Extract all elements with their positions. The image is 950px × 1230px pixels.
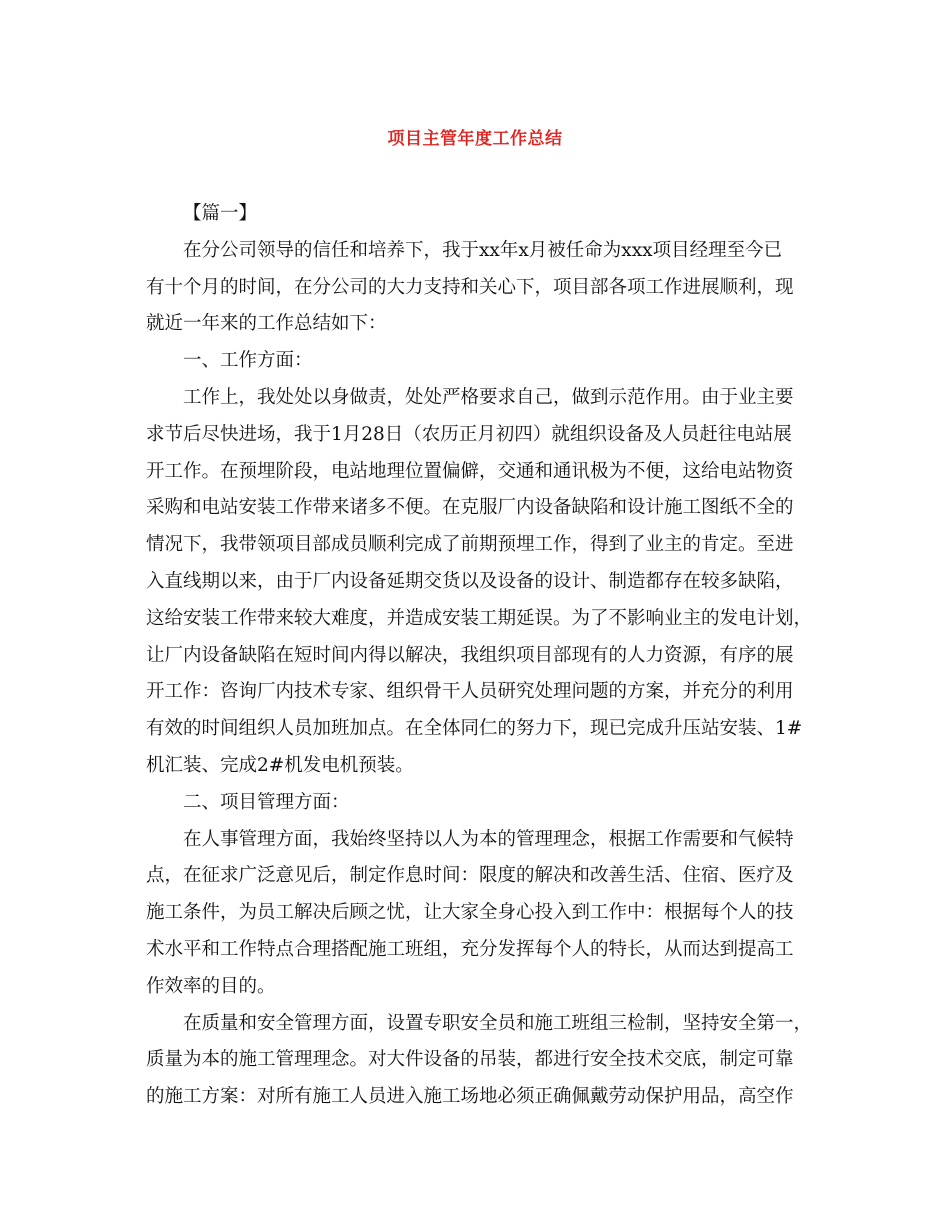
paragraph-line: 的施工方案：对所有施工人员进入施工场地必须正确佩戴劳动保护用品，高空作 <box>146 1086 794 1108</box>
paragraph-line: 施工条件，为员工解决后顾之忧，让大家全身心投入到工作中：根据每个人的技 <box>146 902 794 924</box>
paragraph-line: 机汇装、完成2#机发电机预装。 <box>146 754 414 776</box>
paragraph-line: 在人事管理方面，我始终坚持以人为本的管理理念，根据工作需要和气候特 <box>183 828 794 850</box>
paragraph-line: 术水平和工作特点合理搭配施工班组，充分发挥每个人的特长，从而达到提高工 <box>146 938 794 960</box>
paragraph-line: 在分公司领导的信任和培养下，我于xx年x月被任命为xxx项目经理至今已 <box>183 239 783 261</box>
paragraph-line: 情况下，我带领项目部成员顺利完成了前期预埋工作，得到了业主的肯定。至进 <box>146 534 794 556</box>
paragraph-line: 有效的时间组织人员加班加点。在全体同仁的努力下，现已完成升压站安装、1# <box>146 718 803 740</box>
paragraph-line: 在质量和安全管理方面，设置专职安全员和施工班组三检制，坚持安全第一， <box>183 1012 813 1034</box>
paragraph-line: 质量为本的施工管理理念。对大件设备的吊装，都进行安全技术交底，制定可靠 <box>146 1049 794 1071</box>
paragraph-line: 开工作。在预埋阶段，电站地理位置偏僻，交通和通讯极为不便，这给电站物资 <box>146 460 794 482</box>
section-heading: 一、工作方面： <box>183 350 313 372</box>
paragraph-line: 求节后尽快进场，我于1月28日（农历正月初四）就组织设备及人员赶往电站展 <box>146 423 792 445</box>
paragraph-line: 让厂内设备缺陷在短时间内得以解决，我组织项目部现有的人力资源，有序的展 <box>146 644 794 666</box>
paragraph-line: 有十个月的时间，在分公司的大力支持和关心下，项目部各项工作进展顺利，现 <box>146 276 794 298</box>
paragraph-line: 开工作：咨询厂内技术专家、组织骨干人员研究处理问题的方案，并充分的利用 <box>146 681 794 703</box>
section-heading: 【篇一】 <box>183 203 258 224</box>
paragraph-line: 采购和电站安装工作带来诸多不便。在克服厂内设备缺陷和设计施工图纸不全的 <box>146 497 794 519</box>
paragraph-line: 这给安装工作带来较大难度，并造成安装工期延误。为了不影响业主的发电计划， <box>146 607 813 629</box>
section-heading: 二、项目管理方面： <box>183 791 350 813</box>
paragraph-line: 点，在征求广泛意见后，制定作息时间：限度的解决和改善生活、住宿、医疗及 <box>146 865 794 887</box>
paragraph-line: 就近一年来的工作总结如下： <box>146 313 387 335</box>
document-title: 项目主管年度工作总结 <box>387 129 563 149</box>
paragraph-line: 作效率的目的。 <box>146 975 276 997</box>
paragraph-line: 工作上，我处处以身做责，处处严格要求自己，做到示范作用。由于业主要 <box>183 386 794 408</box>
paragraph-line: 入直线期以来，由于厂内设备延期交货以及设备的设计、制造都存在较多缺陷， <box>146 570 794 592</box>
document-body <box>146 196 813 1116</box>
